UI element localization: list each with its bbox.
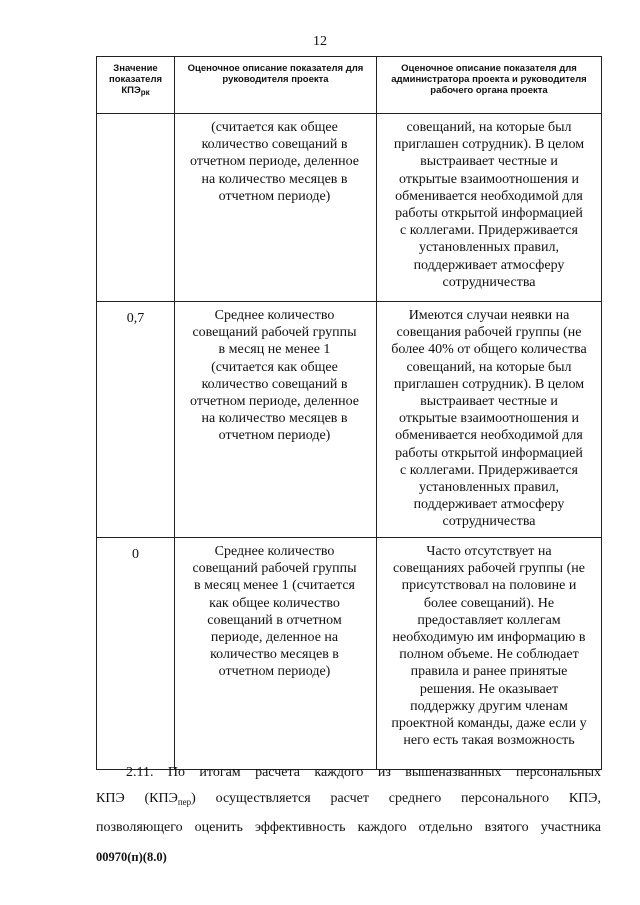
document-code: 00970(п)(8.0): [96, 850, 167, 864]
description-line: сотрудничества: [442, 514, 536, 530]
description-line: совещаний рабочей группы: [192, 561, 357, 577]
description-line: отчетном периоде, деленное: [190, 394, 359, 410]
header-project-admin: Оценочное описание показателя для администратора проекта и руководителя рабочего органа проекта: [377, 57, 602, 114]
header-kpe-value-subscript: рк: [140, 88, 150, 97]
description-line: с коллегами. Придерживается: [399, 462, 578, 478]
kpe-value-cell: 0,7: [97, 302, 175, 538]
header-kpe-value-text: Значение показателя КПЭ: [108, 63, 163, 96]
table-row: [97, 538, 602, 770]
description-line: количество совещаний в: [201, 137, 348, 153]
description-line: совещаний в отчетном: [207, 612, 342, 628]
description-line: отчетном периоде): [218, 428, 331, 444]
admin-description-cell: [377, 538, 602, 770]
description-line: проектной команды, даже если у: [391, 716, 587, 732]
description-line: Среднее количество: [214, 308, 335, 323]
description-line: количество месяцев в: [210, 647, 339, 663]
table-row: [97, 114, 602, 302]
description-line: полном объеме. Не соблюдает: [399, 647, 579, 663]
table-header-row: [97, 57, 602, 114]
description-line: поддержку другим членам: [410, 698, 568, 714]
description-line: приглашен сотрудник). В целом: [393, 376, 585, 392]
description-line: обменивается необходимой для: [395, 188, 583, 204]
paragraph-kpe-text-after: ) осуществляется расчет среднего персонального КПЭ,: [191, 791, 602, 806]
paragraph-kpe-text: КПЭ (КПЭ: [96, 791, 178, 806]
description-line: поддерживает атмосферу: [413, 497, 565, 513]
description-line: Среднее количество: [214, 544, 335, 559]
leader-description-cell: [175, 302, 377, 538]
description-line: установленных правил,: [418, 480, 560, 496]
description-line: присутствовал на половине и: [401, 578, 577, 594]
paragraph-line: позволяющего оценить эффективность каждого отдельно взятого участника: [96, 820, 601, 835]
description-line: периоде, деленное на: [210, 630, 339, 646]
description-line: решения. Не оказывает: [419, 681, 559, 697]
paragraph-line: [96, 786, 601, 815]
description-line: поддерживает атмосферу: [413, 257, 565, 273]
description-line: правила и ранее принятые: [410, 664, 568, 680]
description-line: приглашен сотрудник). В целом: [393, 137, 585, 153]
description-line: Имеются случаи неявки на: [408, 308, 570, 323]
header-kpe-value: [97, 57, 175, 114]
description-line: в месяц не менее 1: [218, 342, 331, 358]
description-line: (считается как общее: [211, 120, 338, 135]
description-line: отчетном периоде, деленное: [190, 154, 359, 170]
description-line: на количество месяцев в: [201, 411, 348, 427]
description-line: более совещаний). Не: [423, 595, 555, 611]
description-line: него есть такая возможность: [403, 733, 575, 749]
description-line: на количество месяцев в: [201, 171, 348, 187]
paragraph-kpe-subscript: пер: [177, 797, 192, 807]
description-line: совещания рабочей группы (не: [396, 325, 582, 341]
description-line: (считается как общее: [211, 359, 338, 375]
description-line: выстраивает честные и: [420, 394, 558, 410]
description-line: как общее количество: [209, 595, 340, 611]
description-line: предоставляет коллегам: [417, 612, 561, 628]
description-line: совещаний, на которые был: [406, 359, 572, 375]
paragraph-line: 2.11. По итогам расчета каждого из вышеназванных персональных: [126, 765, 601, 780]
description-line: отчетном периоде): [218, 664, 331, 680]
description-line: количество совещаний в: [201, 376, 348, 392]
description-line: более 40% от общего количества: [391, 342, 587, 358]
description-line: совещаниях рабочей группы (не: [393, 561, 585, 577]
description-line: работы открытой информацией: [395, 206, 583, 222]
description-line: работы открытой информацией: [395, 445, 583, 461]
kpe-value-cell: 0: [97, 538, 175, 770]
description-line: установленных правил,: [418, 240, 560, 256]
admin-description-cell: [377, 114, 602, 302]
description-line: Часто отсутствует на: [426, 544, 552, 559]
description-line: открытые взаимоотношения и: [399, 411, 579, 427]
paragraph-2-11: [96, 760, 601, 841]
page-number: 12: [313, 34, 327, 49]
description-line: в месяц менее 1 (считается: [194, 578, 355, 594]
leader-description-cell: [175, 114, 377, 302]
description-line: необходимую им информацию в: [392, 630, 586, 646]
description-line: обменивается необходимой для: [395, 428, 583, 444]
kpe-value-cell: [97, 114, 175, 302]
description-line: сотрудничества: [442, 274, 536, 290]
admin-description-cell: [377, 302, 602, 538]
description-line: с коллегами. Придерживается: [399, 223, 578, 239]
kpe-evaluation-table: [96, 56, 602, 770]
description-line: совещаний рабочей группы: [192, 325, 357, 341]
description-line: отчетном периоде): [218, 188, 331, 204]
leader-description-cell: [175, 538, 377, 770]
table-row: [97, 302, 602, 538]
description-line: совещаний, на которые был: [406, 120, 572, 135]
description-line: открытые взаимоотношения и: [399, 171, 579, 187]
description-line: выстраивает честные и: [420, 154, 558, 170]
header-project-leader: Оценочное описание показателя для руководителя проекта: [175, 57, 377, 114]
